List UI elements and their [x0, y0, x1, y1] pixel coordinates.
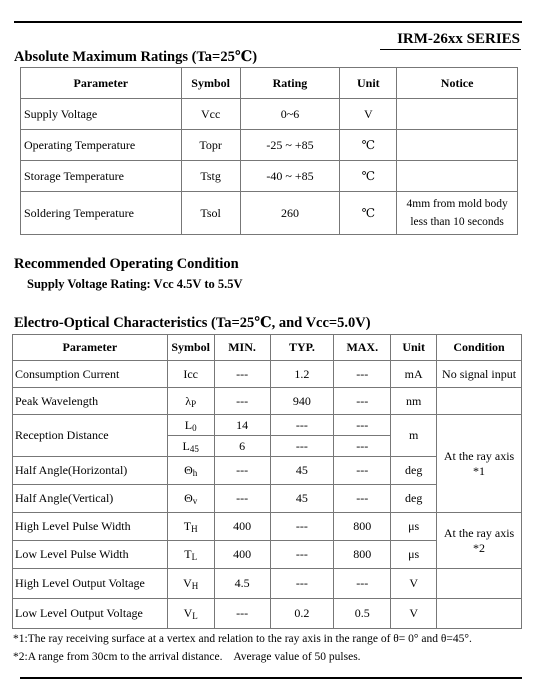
condition-cell: At the ray axis *1: [437, 415, 522, 513]
unit-cell: nm: [391, 388, 437, 415]
footnote-1: *1:The ray receiving surface at a vertex and relation to the ray axis in the range of θ= 0° and θ=45°.: [13, 633, 472, 645]
typ-cell: 0.2: [270, 599, 334, 629]
rating-cell: -40 ~ +85: [240, 161, 340, 192]
typ-cell: ---: [270, 513, 334, 541]
bottom-rule: [20, 677, 522, 679]
unit-cell: deg: [391, 457, 437, 485]
unit-cell: V: [391, 599, 437, 629]
min-cell: 400: [214, 541, 270, 569]
symbol-cell: $V_H$: [167, 569, 214, 599]
max-cell: 0.5: [334, 599, 391, 629]
unit-cell: μs: [391, 541, 437, 569]
table-row: [13, 513, 522, 541]
param-cell: Soldering Temperature: [21, 192, 182, 235]
param-cell: Low Level Output Voltage: [13, 599, 168, 629]
col-parameter: Parameter: [13, 335, 168, 361]
table-row: [13, 388, 522, 415]
table-row: [21, 99, 518, 130]
rating-cell: 260: [240, 192, 340, 235]
typ-cell: 940: [270, 388, 334, 415]
symbol-cell: $\lambda_P$: [167, 388, 214, 415]
typ-cell: 45: [270, 485, 334, 513]
unit-cell: ℃: [340, 130, 397, 161]
notice-cell: [397, 99, 518, 130]
table-row: [21, 130, 518, 161]
symbol-cell: Topr: [181, 130, 240, 161]
condition-cell: [437, 599, 522, 629]
symbol-cell: Tstg: [181, 161, 240, 192]
max-cell: ---: [334, 436, 391, 457]
min-cell: 14: [214, 415, 270, 436]
max-cell: ---: [334, 457, 391, 485]
typ-cell: ---: [270, 541, 334, 569]
col-rating: Rating: [240, 68, 340, 99]
abs-max-table: [20, 67, 518, 235]
col-unit: Unit: [391, 335, 437, 361]
unit-cell: V: [340, 99, 397, 130]
max-cell: ---: [334, 569, 391, 599]
notice-line-1: 4mm from mold body: [406, 198, 508, 210]
min-cell: ---: [214, 485, 270, 513]
table-row: [13, 599, 522, 629]
symbol-cell: $T_H$: [167, 513, 214, 541]
min-cell: ---: [214, 599, 270, 629]
col-unit: Unit: [340, 68, 397, 99]
typ-cell: ---: [270, 415, 334, 436]
series-title: IRM-26xx SERIES: [397, 31, 520, 47]
max-cell: 800: [334, 541, 391, 569]
typ-cell: 45: [270, 457, 334, 485]
col-max: MAX.: [334, 335, 391, 361]
condition-cell: At the ray axis *2: [437, 513, 522, 569]
unit-cell: ℃: [340, 192, 397, 235]
abs-max-header-row: [21, 68, 518, 99]
unit-cell: ℃: [340, 161, 397, 192]
table-row: [13, 361, 522, 388]
min-cell: 6: [214, 436, 270, 457]
rating-cell: 0~6: [240, 99, 340, 130]
condition-cell: [437, 569, 522, 599]
min-cell: 400: [214, 513, 270, 541]
col-symbol: Symbol: [167, 335, 214, 361]
col-parameter: Parameter: [21, 68, 182, 99]
notice-cell: [397, 130, 518, 161]
max-cell: ---: [334, 388, 391, 415]
param-cell: Half Angle(Horizontal): [13, 457, 168, 485]
abs-max-title: Absolute Maximum Ratings (Ta=25℃): [14, 49, 258, 65]
param-cell: Reception Distance: [13, 415, 168, 457]
max-cell: 800: [334, 513, 391, 541]
param-cell: Storage Temperature: [21, 161, 182, 192]
param-cell: High Level Pulse Width: [13, 513, 168, 541]
typ-cell: 1.2: [270, 361, 334, 388]
symbol-cell: Vcc: [181, 99, 240, 130]
footnote-2: *2:A range from 30cm to the arrival distance. Average value of 50 pulses.: [13, 651, 361, 663]
rating-cell: -25 ~ +85: [240, 130, 340, 161]
recommended-title: Recommended Operating Condition: [14, 256, 239, 272]
param-cell: Supply Voltage: [21, 99, 182, 130]
param-cell: Half Angle(Vertical): [13, 485, 168, 513]
col-typ: TYP.: [270, 335, 334, 361]
max-cell: ---: [334, 361, 391, 388]
unit-cell: m: [391, 415, 437, 457]
col-notice: Notice: [397, 68, 518, 99]
symbol-cell: Icc: [167, 361, 214, 388]
table-row: [13, 415, 522, 436]
table-row: [13, 569, 522, 599]
max-cell: ---: [334, 415, 391, 436]
symbol-cell: $L_{45}$: [167, 436, 214, 457]
param-cell: Peak Wavelength: [13, 388, 168, 415]
top-rule: [14, 21, 522, 23]
unit-cell: μs: [391, 513, 437, 541]
symbol-cell: $\Theta_v$: [167, 485, 214, 513]
eo-title: Electro-Optical Characteristics (Ta=25℃, and Vcc=5.0V): [14, 315, 371, 331]
param-cell: High Level Output Voltage: [13, 569, 168, 599]
symbol-cell: Tsol: [181, 192, 240, 235]
typ-cell: ---: [270, 569, 334, 599]
notice-cell: [397, 192, 518, 235]
param-cell: Operating Temperature: [21, 130, 182, 161]
symbol-cell: $L_0$: [167, 415, 214, 436]
condition-cell: No signal input: [437, 361, 522, 388]
unit-cell: deg: [391, 485, 437, 513]
table-row: [21, 192, 518, 235]
symbol-cell: $V_L$: [167, 599, 214, 629]
min-cell: 4.5: [214, 569, 270, 599]
notice-cell: [397, 161, 518, 192]
condition-cell: [437, 388, 522, 415]
max-cell: ---: [334, 485, 391, 513]
unit-cell: V: [391, 569, 437, 599]
col-symbol: Symbol: [181, 68, 240, 99]
table-row: [21, 161, 518, 192]
param-cell: Low Level Pulse Width: [13, 541, 168, 569]
supply-voltage-rating: Supply Voltage Rating: Vcc 4.5V to 5.5V: [27, 277, 243, 291]
symbol-cell: $\Theta_h$: [167, 457, 214, 485]
symbol-cell: $T_L$: [167, 541, 214, 569]
min-cell: ---: [214, 388, 270, 415]
series-underline: [380, 49, 521, 50]
eo-header-row: [13, 335, 522, 361]
notice-line-2: less than 10 seconds: [410, 216, 504, 228]
min-cell: ---: [214, 361, 270, 388]
col-min: MIN.: [214, 335, 270, 361]
min-cell: ---: [214, 457, 270, 485]
unit-cell: mA: [391, 361, 437, 388]
eo-table: [12, 334, 522, 629]
col-condition: Condition: [437, 335, 522, 361]
typ-cell: ---: [270, 436, 334, 457]
param-cell: Consumption Current: [13, 361, 168, 388]
